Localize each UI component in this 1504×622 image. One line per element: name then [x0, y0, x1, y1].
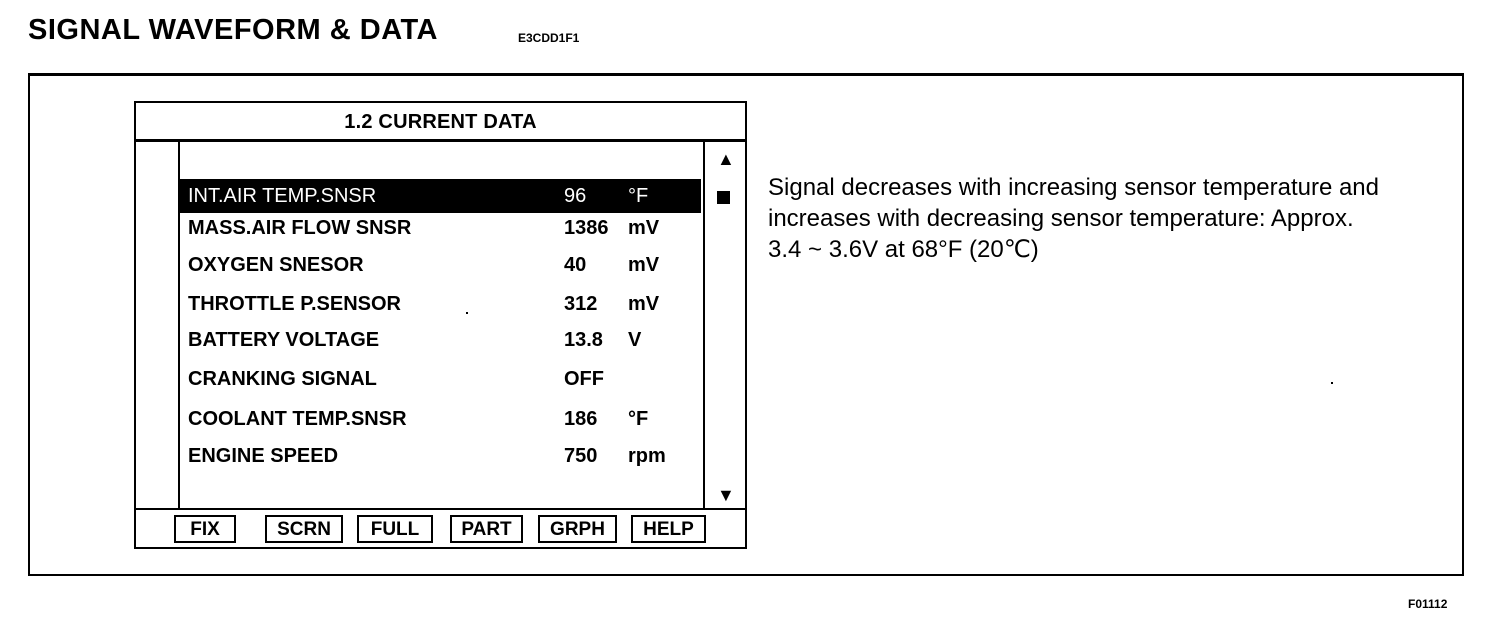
speck-mark — [1331, 382, 1333, 384]
grph-button[interactable]: GRPH — [538, 515, 617, 543]
data-row-engine-speed[interactable] — [180, 439, 701, 473]
scan-tool-screen — [134, 101, 747, 549]
scrollbar[interactable] — [703, 142, 747, 508]
scrn-button[interactable]: SCRN — [265, 515, 343, 543]
page-title: SIGNAL WAVEFORM & DATA — [28, 14, 439, 46]
data-row-coolant-temp[interactable] — [180, 402, 701, 436]
row-label: THROTTLE P.SENSOR — [188, 293, 401, 315]
data-row-cranking-signal[interactable] — [180, 362, 701, 396]
row-value: 40 — [564, 254, 587, 276]
row-unit: mV — [628, 293, 660, 315]
row-label: COOLANT TEMP.SNSR — [188, 408, 407, 430]
data-row-mass-air-flow[interactable] — [180, 211, 701, 245]
data-row-battery-voltage[interactable] — [180, 323, 701, 357]
row-label: MASS.AIR FLOW SNSR — [188, 217, 412, 239]
row-value: OFF — [564, 368, 604, 390]
data-row-oxygen-sensor[interactable] — [180, 248, 701, 282]
data-row-int-air-temp[interactable] — [180, 179, 701, 213]
row-unit: V — [628, 329, 642, 351]
row-value: 750 — [564, 445, 598, 467]
row-value: 1386 — [564, 217, 609, 239]
signal-description: Signal decreases with increasing sensor temperature and increases with decreasing sensor temperature: Approx. 3.4 ~ 3.6V at 68°F (20℃) — [768, 174, 1380, 263]
row-unit: rpm — [628, 445, 666, 467]
page-code: E3CDD1F1 — [518, 31, 580, 45]
row-unit: °F — [628, 185, 649, 207]
full-button[interactable]: FULL — [357, 515, 433, 543]
row-unit: °F — [628, 408, 649, 430]
help-button[interactable]: HELP — [631, 515, 706, 543]
row-value: 312 — [564, 293, 598, 315]
scroll-down-arrow-icon[interactable]: ▼ — [717, 485, 735, 505]
fix-button[interactable]: FIX — [174, 515, 236, 543]
row-label: ENGINE SPEED — [188, 445, 339, 467]
row-unit: mV — [628, 254, 660, 276]
row-label: BATTERY VOLTAGE — [188, 329, 380, 351]
figure-code: F01112 — [1408, 597, 1448, 611]
row-value: 186 — [564, 408, 598, 430]
row-value: 96 — [564, 185, 587, 207]
scroll-thumb[interactable] — [717, 191, 730, 204]
left-strip — [136, 142, 180, 508]
row-unit: mV — [628, 217, 660, 239]
function-key-bar — [136, 508, 745, 549]
screen-title: 1.2 CURRENT DATA — [136, 103, 745, 142]
row-label: OXYGEN SNESOR — [188, 254, 364, 276]
data-row-throttle-sensor[interactable] — [180, 287, 701, 321]
row-label: CRANKING SIGNAL — [188, 368, 377, 390]
part-button[interactable]: PART — [450, 515, 523, 543]
speck-mark — [466, 312, 468, 314]
row-label: INT.AIR TEMP.SNSR — [188, 185, 377, 207]
row-value: 13.8 — [564, 329, 603, 351]
scroll-up-arrow-icon[interactable]: ▲ — [717, 149, 735, 169]
